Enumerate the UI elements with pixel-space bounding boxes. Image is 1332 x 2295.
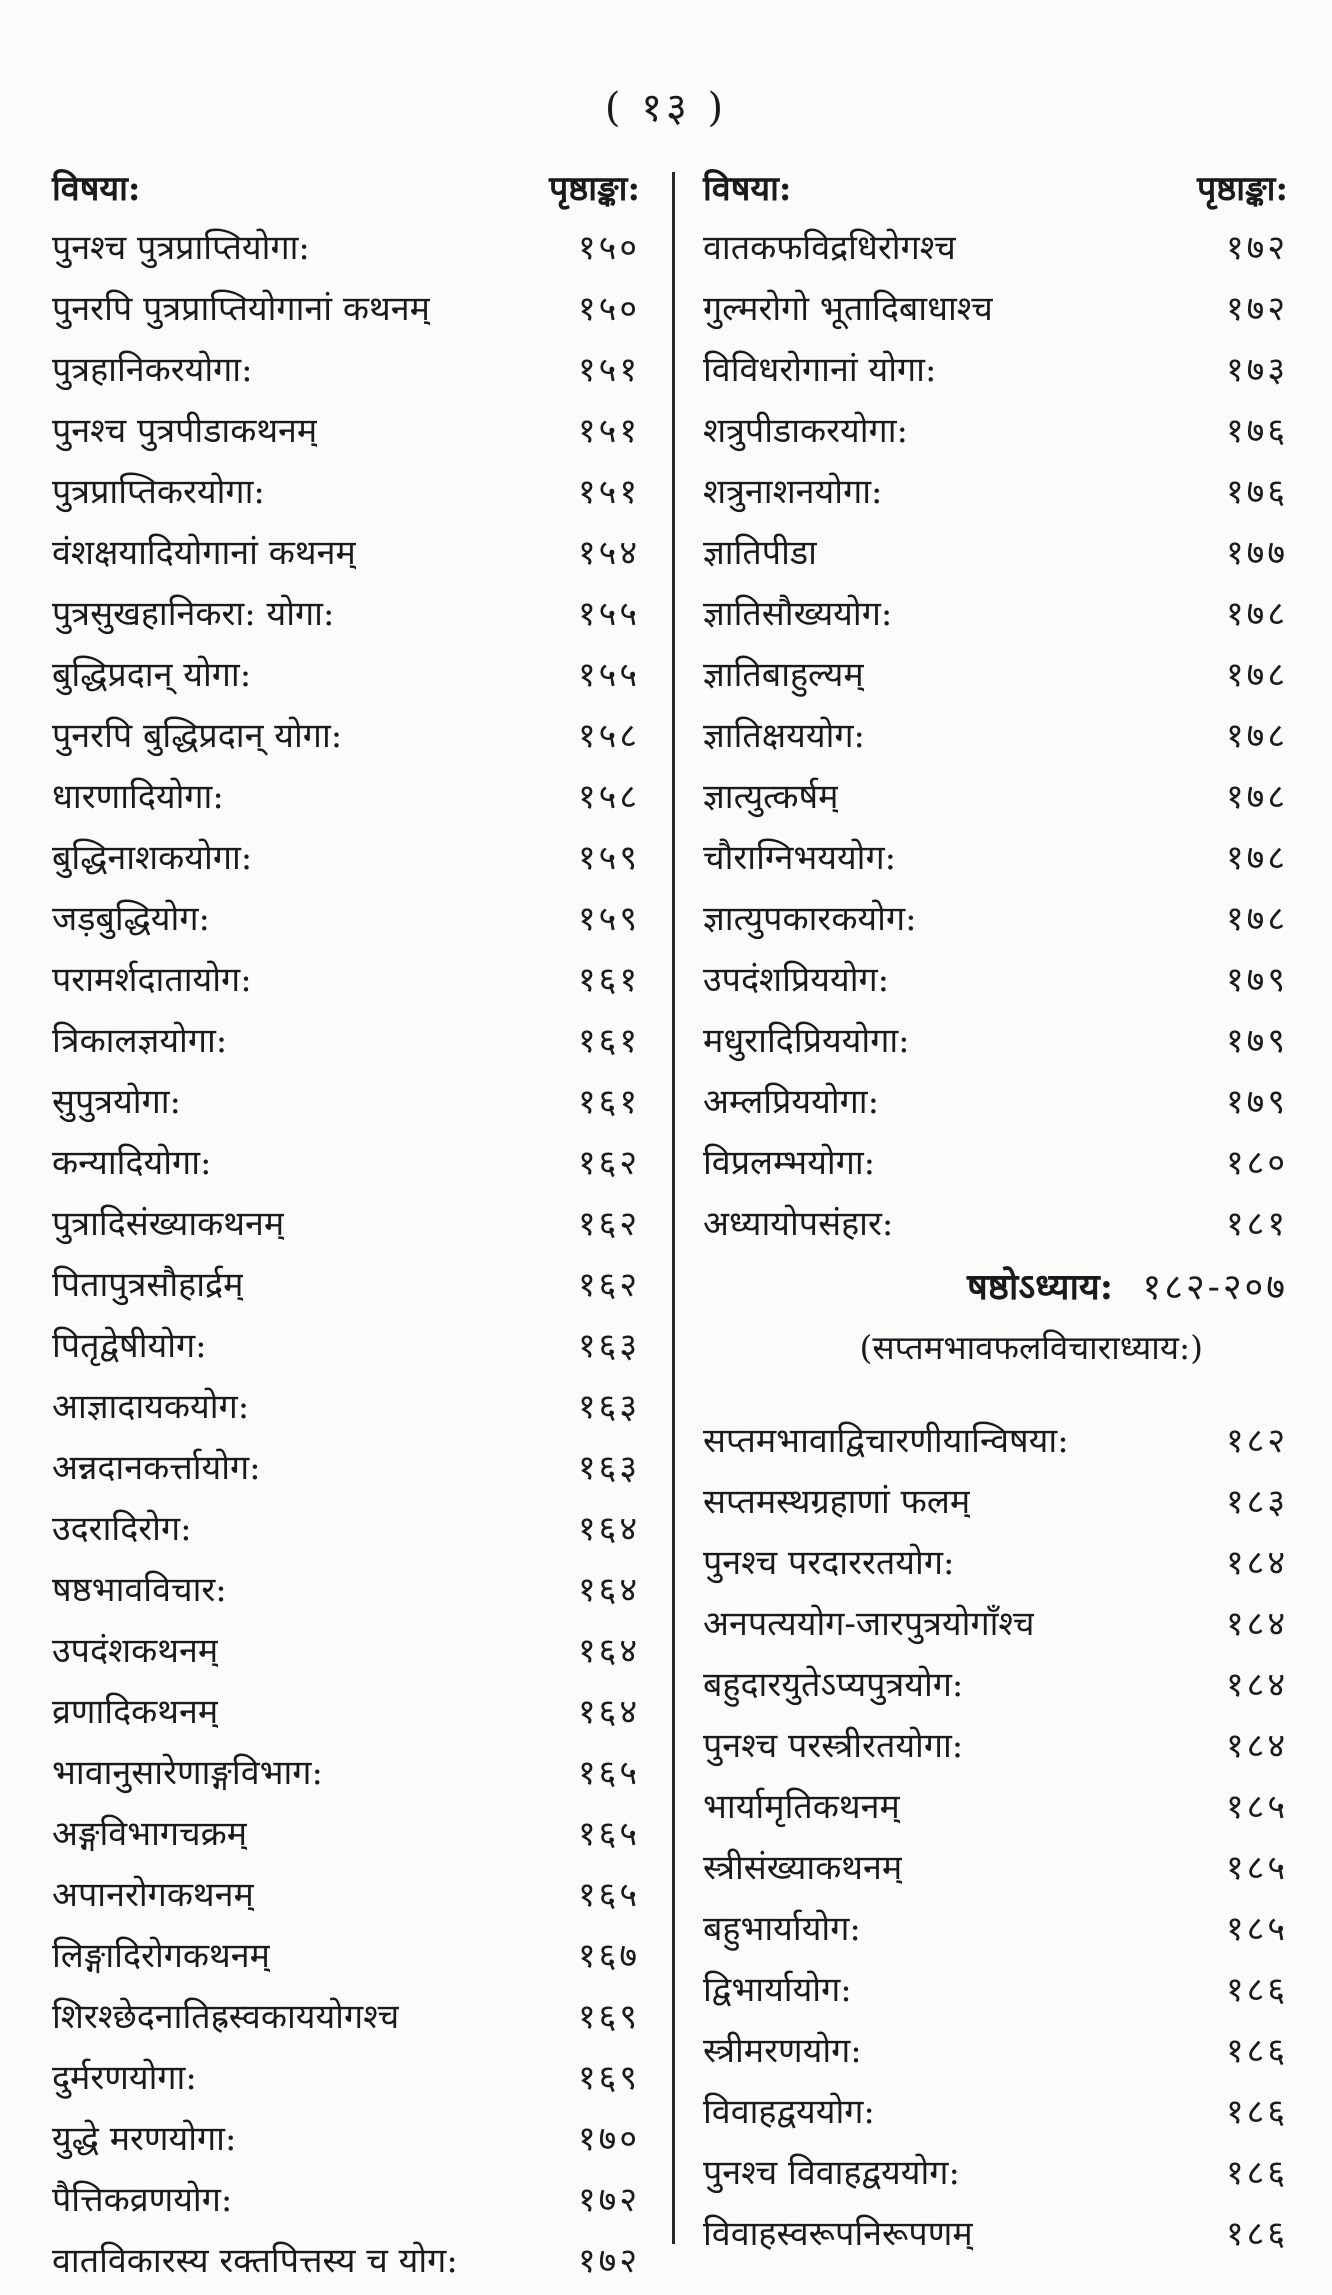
- entry-title: स्त्रीमरणयोग:: [703, 2031, 862, 2071]
- toc-entry: [703, 584, 1288, 645]
- chapter-title: षष्ठोऽध्याय:: [967, 1266, 1114, 1308]
- entry-page-number: १८१: [1225, 1204, 1288, 1244]
- entry-title: गुल्मरोगो भूतादिबाधाश्च: [703, 289, 993, 329]
- entry-page-number: १८६: [1225, 2153, 1288, 2193]
- entry-page-number: १७९: [1225, 1082, 1288, 1122]
- entry-page-number: १६१: [577, 1082, 640, 1122]
- left-column: [52, 160, 640, 2292]
- entry-title: त्रिकालज्ञयोगा:: [52, 1021, 228, 1061]
- entry-title: विवाहद्वययोग:: [703, 2092, 875, 2132]
- entry-title: ज्ञात्युपकारकयोग:: [703, 899, 917, 939]
- toc-entry: [703, 1411, 1288, 1472]
- entry-title: पुनश्च विवाहद्वययोग:: [703, 2153, 960, 2193]
- toc-entry: [703, 1533, 1288, 1594]
- entry-page-number: १७८: [1225, 594, 1288, 634]
- entry-page-number: १७७: [1225, 533, 1288, 573]
- entry-title: पुत्रहानिकरयोगा:: [52, 350, 253, 390]
- entry-page-number: १५५: [577, 655, 640, 695]
- entry-page-number: १७८: [1225, 716, 1288, 756]
- toc-entry: [703, 1899, 1288, 1960]
- entry-title: व्रणादिकथनम्: [52, 1692, 219, 1732]
- entry-title: आज्ञादायकयोग:: [52, 1387, 250, 1427]
- toc-entry: [703, 2204, 1288, 2265]
- entry-page-number: १७९: [1225, 960, 1288, 1000]
- entry-page-number: १५८: [577, 777, 640, 817]
- entry-page-number: १५९: [577, 899, 640, 939]
- entry-page-number: १७८: [1225, 899, 1288, 939]
- entry-title: पुत्रादिसंख्याकथनम्: [52, 1204, 285, 1244]
- entry-title: पुनश्च पुत्रपीडाकथनम्: [52, 411, 318, 451]
- toc-entry: [703, 1194, 1288, 1255]
- entry-page-number: १८६: [1225, 1970, 1288, 2010]
- entry-title: लिङ्गादिरोगकथनम्: [52, 1936, 270, 1976]
- entry-page-number: १५८: [577, 716, 640, 756]
- entry-page-number: १६४: [577, 1631, 640, 1671]
- entry-page-number: १६४: [577, 1692, 640, 1732]
- entry-page-number: १६३: [577, 1387, 640, 1427]
- entry-page-number: १६९: [577, 2058, 640, 2098]
- toc-entry: [52, 279, 640, 340]
- entry-title: वंशक्षयादियोगानां कथनम्: [52, 533, 356, 573]
- toc-entry: [52, 645, 640, 706]
- entry-page-number: १६२: [577, 1143, 640, 1183]
- toc-entry: [52, 2170, 640, 2231]
- chapter-page-range: १८२-२०७: [1142, 1267, 1288, 1308]
- entry-page-number: १८६: [1225, 2031, 1288, 2071]
- entry-page-number: १६५: [577, 1814, 640, 1854]
- toc-entry: [52, 1804, 640, 1865]
- toc-entry: [703, 889, 1288, 950]
- entry-page-number: १८०: [1225, 1143, 1288, 1183]
- entry-title: परामर्शदातायोग:: [52, 960, 252, 1000]
- entry-page-number: १७८: [1225, 838, 1288, 878]
- toc-entry: [52, 1377, 640, 1438]
- toc-entry: [703, 462, 1288, 523]
- entry-title: जड़बुद्धियोग:: [52, 899, 210, 939]
- entry-page-number: १८३: [1225, 1482, 1288, 1522]
- entry-title: ज्ञातिपीडा: [703, 533, 817, 573]
- entry-title: वातकफविद्रधिरोगश्च: [703, 228, 956, 268]
- toc-entry: [52, 1621, 640, 1682]
- entry-title: वातविकारस्य रक्तपित्तस्य च योग:: [52, 2241, 458, 2281]
- entry-title: ज्ञात्युत्कर्षम्: [703, 777, 839, 817]
- entry-title: युद्धे मरणयोगा:: [52, 2119, 237, 2159]
- right-header: [703, 160, 1288, 218]
- entry-page-number: १७२: [577, 2241, 640, 2281]
- toc-entry: [52, 706, 640, 767]
- entry-page-number: १६२: [577, 1204, 640, 1244]
- toc-entry: [52, 1255, 640, 1316]
- entry-page-number: १७८: [1225, 777, 1288, 817]
- entry-title: विविधरोगानां योगा:: [703, 350, 937, 390]
- toc-entry: [703, 1960, 1288, 2021]
- entry-title: अन्नदानकर्त्तायोग:: [52, 1448, 261, 1488]
- toc-entry: [52, 950, 640, 1011]
- entry-title: अपानरोगकथनम्: [52, 1875, 254, 1915]
- entry-page-number: १७६: [1225, 472, 1288, 512]
- entry-page-number: १६२: [577, 1265, 640, 1305]
- entry-page-number: १५९: [577, 838, 640, 878]
- entry-page-number: १७८: [1225, 655, 1288, 695]
- toc-entry: [52, 1743, 640, 1804]
- entry-title: विवाहस्वरूपनिरूपणम्: [703, 2214, 973, 2254]
- entry-title: शत्रुनाशनयोगा:: [703, 472, 883, 512]
- toc-entry: [52, 1011, 640, 1072]
- entry-title: दुर्मरणयोगा:: [52, 2058, 197, 2098]
- entry-page-number: १५०: [577, 228, 640, 268]
- toc-entry: [52, 401, 640, 462]
- entry-page-number: १७०: [577, 2119, 640, 2159]
- toc-entry: [52, 584, 640, 645]
- toc-entry: [52, 1926, 640, 1987]
- entry-title: पितापुत्रसौहार्द्रम्: [52, 1265, 244, 1305]
- subject-header: विषया:: [52, 169, 141, 209]
- entry-page-number: १७३: [1225, 350, 1288, 390]
- entry-title: अम्लप्रिययोगा:: [703, 1082, 880, 1122]
- entry-title: पुनरपि बुद्धिप्रदान् योगा:: [52, 716, 343, 756]
- entry-page-number: १८४: [1225, 1604, 1288, 1644]
- right-entries-after: [703, 1411, 1288, 2265]
- chapter-subtitle: (सप्तमभावफलविचाराध्याय:): [859, 1328, 1203, 1367]
- toc-entry: [703, 1011, 1288, 1072]
- toc-entry: [703, 1838, 1288, 1899]
- entry-title: पुत्रप्राप्तिकरयोगा:: [52, 472, 265, 512]
- entry-page-number: १५१: [577, 350, 640, 390]
- entry-page-number: १७२: [1225, 289, 1288, 329]
- subject-header: विषया:: [703, 169, 792, 209]
- toc-entry: [703, 1716, 1288, 1777]
- entry-title: अध्यायोपसंहार:: [703, 1204, 894, 1244]
- toc-entry: [52, 1987, 640, 2048]
- entry-title: धारणादियोगा:: [52, 777, 224, 817]
- toc-entry: [703, 1133, 1288, 1194]
- entry-title: चौराग्निभययोग:: [703, 838, 897, 878]
- toc-entry: [703, 1655, 1288, 1716]
- entry-page-number: १७२: [1225, 228, 1288, 268]
- toc-entry: [703, 645, 1288, 706]
- toc-entry: [703, 2082, 1288, 2143]
- entry-page-number: १६४: [577, 1509, 640, 1549]
- entry-title: द्विभार्यायोग:: [703, 1970, 852, 2010]
- entry-page-number: १५०: [577, 289, 640, 329]
- entry-title: षष्ठभावविचार:: [52, 1570, 227, 1610]
- toc-entry: [52, 1194, 640, 1255]
- toc-entry: [703, 1777, 1288, 1838]
- entry-title: अनपत्ययोग-जारपुत्रयोगाँश्च: [703, 1604, 1035, 1644]
- entry-page-number: १५४: [577, 533, 640, 573]
- toc-entry: [52, 1133, 640, 1194]
- toc-entry: [703, 523, 1288, 584]
- entry-title: बहुभार्यायोग:: [703, 1909, 861, 1949]
- toc-entry: [52, 828, 640, 889]
- entry-page-number: १६७: [577, 1936, 640, 1976]
- entry-title: शिरश्छेदनातिह्रस्वकाययोगश्च: [52, 1997, 400, 2037]
- toc-entry: [703, 767, 1288, 828]
- entry-title: सप्तमस्थग्रहाणां फलम्: [703, 1482, 971, 1522]
- toc-entry: [703, 2021, 1288, 2082]
- toc-entry: [52, 1316, 640, 1377]
- entry-title: भार्यामृतिकथनम्: [703, 1787, 900, 1827]
- toc-entry: [52, 2231, 640, 2292]
- entry-title: स्त्रीसंख्याकथनम्: [703, 1848, 903, 1888]
- entry-title: बुद्धिनाशकयोगा:: [52, 838, 253, 878]
- entry-page-number: १६५: [577, 1753, 640, 1793]
- left-entries: [52, 218, 640, 2292]
- toc-entry: [703, 1594, 1288, 1655]
- entry-page-number: १८२: [1225, 1421, 1288, 1461]
- toc-entry: [52, 2048, 640, 2109]
- entry-page-number: १५१: [577, 411, 640, 451]
- entry-page-number: १८४: [1225, 1665, 1288, 1705]
- entry-page-number: १५५: [577, 594, 640, 634]
- chapter-heading: [703, 1255, 1288, 1319]
- entry-title: सप्तमभावाद्विचारणीयान्विषया:: [703, 1421, 1069, 1461]
- entry-title: पुत्रसुखहानिकरा: योगा:: [52, 594, 335, 634]
- toc-entry: [703, 1072, 1288, 1133]
- entry-title: पुनश्च परस्त्रीरतयोगा:: [703, 1726, 964, 1766]
- toc-entry: [703, 340, 1288, 401]
- toc-entry: [52, 218, 640, 279]
- toc-entry: [703, 1472, 1288, 1533]
- entry-title: विप्रलम्भयोगा:: [703, 1143, 876, 1183]
- entry-title: ज्ञातिबाहुल्यम्: [703, 655, 864, 695]
- entry-page-number: १८४: [1225, 1726, 1288, 1766]
- entry-page-number: १८६: [1225, 2214, 1288, 2254]
- entry-title: ज्ञातिसौख्ययोग:: [703, 594, 893, 634]
- entry-title: शत्रुपीडाकरयोगा:: [703, 411, 908, 451]
- entry-title: भावानुसारेणाङ्गविभाग:: [52, 1753, 323, 1793]
- toc-entry: [52, 1499, 640, 1560]
- entry-page-number: १८५: [1225, 1848, 1288, 1888]
- entry-title: बुद्धिप्रदान् योगा:: [52, 655, 252, 695]
- toc-entry: [703, 279, 1288, 340]
- column-divider: [672, 172, 675, 2244]
- entry-title: बहुदारयुतेऽप्यपुत्रयोग:: [703, 1665, 964, 1705]
- entry-title: उदरादिरोग:: [52, 1509, 192, 1549]
- entry-page-number: १६३: [577, 1448, 640, 1488]
- entry-title: ज्ञातिक्षययोग:: [703, 716, 866, 756]
- entry-page-number: १८५: [1225, 1909, 1288, 1949]
- toc-entry: [703, 706, 1288, 767]
- entry-title: कन्यादियोगा:: [52, 1143, 212, 1183]
- entry-page-number: १६१: [577, 1021, 640, 1061]
- right-entries-before: [703, 218, 1288, 1255]
- toc-entry: [52, 1865, 640, 1926]
- toc-entry: [703, 950, 1288, 1011]
- entry-title: मधुरादिप्रिययोगा:: [703, 1021, 910, 1061]
- entry-page-number: १६९: [577, 1997, 640, 2037]
- entry-page-number: १८४: [1225, 1543, 1288, 1583]
- toc-entry: [52, 889, 640, 950]
- page-header: पृष्ठाङ्का:: [1196, 169, 1288, 209]
- entry-page-number: १७९: [1225, 1021, 1288, 1061]
- toc-entry: [52, 2109, 640, 2170]
- right-column: [703, 160, 1288, 2265]
- entry-title: पुनरपि पुत्रप्राप्तियोगानां कथनम्: [52, 289, 430, 329]
- entry-page-number: १५१: [577, 472, 640, 512]
- entry-title: पितृद्वेषीयोग:: [52, 1326, 207, 1366]
- entry-title: पैत्तिकव्रणयोग:: [52, 2180, 233, 2220]
- toc-entry: [703, 401, 1288, 462]
- entry-title: पुनश्च परदाररतयोग:: [703, 1543, 955, 1583]
- toc-entry: [52, 462, 640, 523]
- left-header: [52, 160, 640, 218]
- toc-entry: [52, 767, 640, 828]
- page-number: ( १३ ): [604, 85, 728, 131]
- toc-entry: [52, 1560, 640, 1621]
- entry-title: सुपुत्रयोगा:: [52, 1082, 181, 1122]
- entry-page-number: १६५: [577, 1875, 640, 1915]
- entry-page-number: १६४: [577, 1570, 640, 1610]
- entry-title: उपदंशप्रिययोग:: [703, 960, 890, 1000]
- toc-entry: [52, 1682, 640, 1743]
- toc-entry: [52, 1438, 640, 1499]
- toc-entry: [52, 1072, 640, 1133]
- toc-entry: [52, 340, 640, 401]
- entry-title: अङ्गविभागचक्रम्: [52, 1814, 248, 1854]
- page-header: पृष्ठाङ्का:: [548, 169, 640, 209]
- entry-page-number: १७२: [577, 2180, 640, 2220]
- toc-entry: [703, 2143, 1288, 2204]
- toc-entry: [703, 218, 1288, 279]
- entry-page-number: १६१: [577, 960, 640, 1000]
- entry-page-number: १८६: [1225, 2092, 1288, 2132]
- entry-page-number: १८५: [1225, 1787, 1288, 1827]
- entry-title: उपदंशकथनम्: [52, 1631, 219, 1671]
- toc-entry: [52, 523, 640, 584]
- entry-page-number: १६३: [577, 1326, 640, 1366]
- toc-entry: [703, 828, 1288, 889]
- entry-page-number: १७६: [1225, 411, 1288, 451]
- entry-title: पुनश्च पुत्रप्राप्तियोगा:: [52, 228, 310, 268]
